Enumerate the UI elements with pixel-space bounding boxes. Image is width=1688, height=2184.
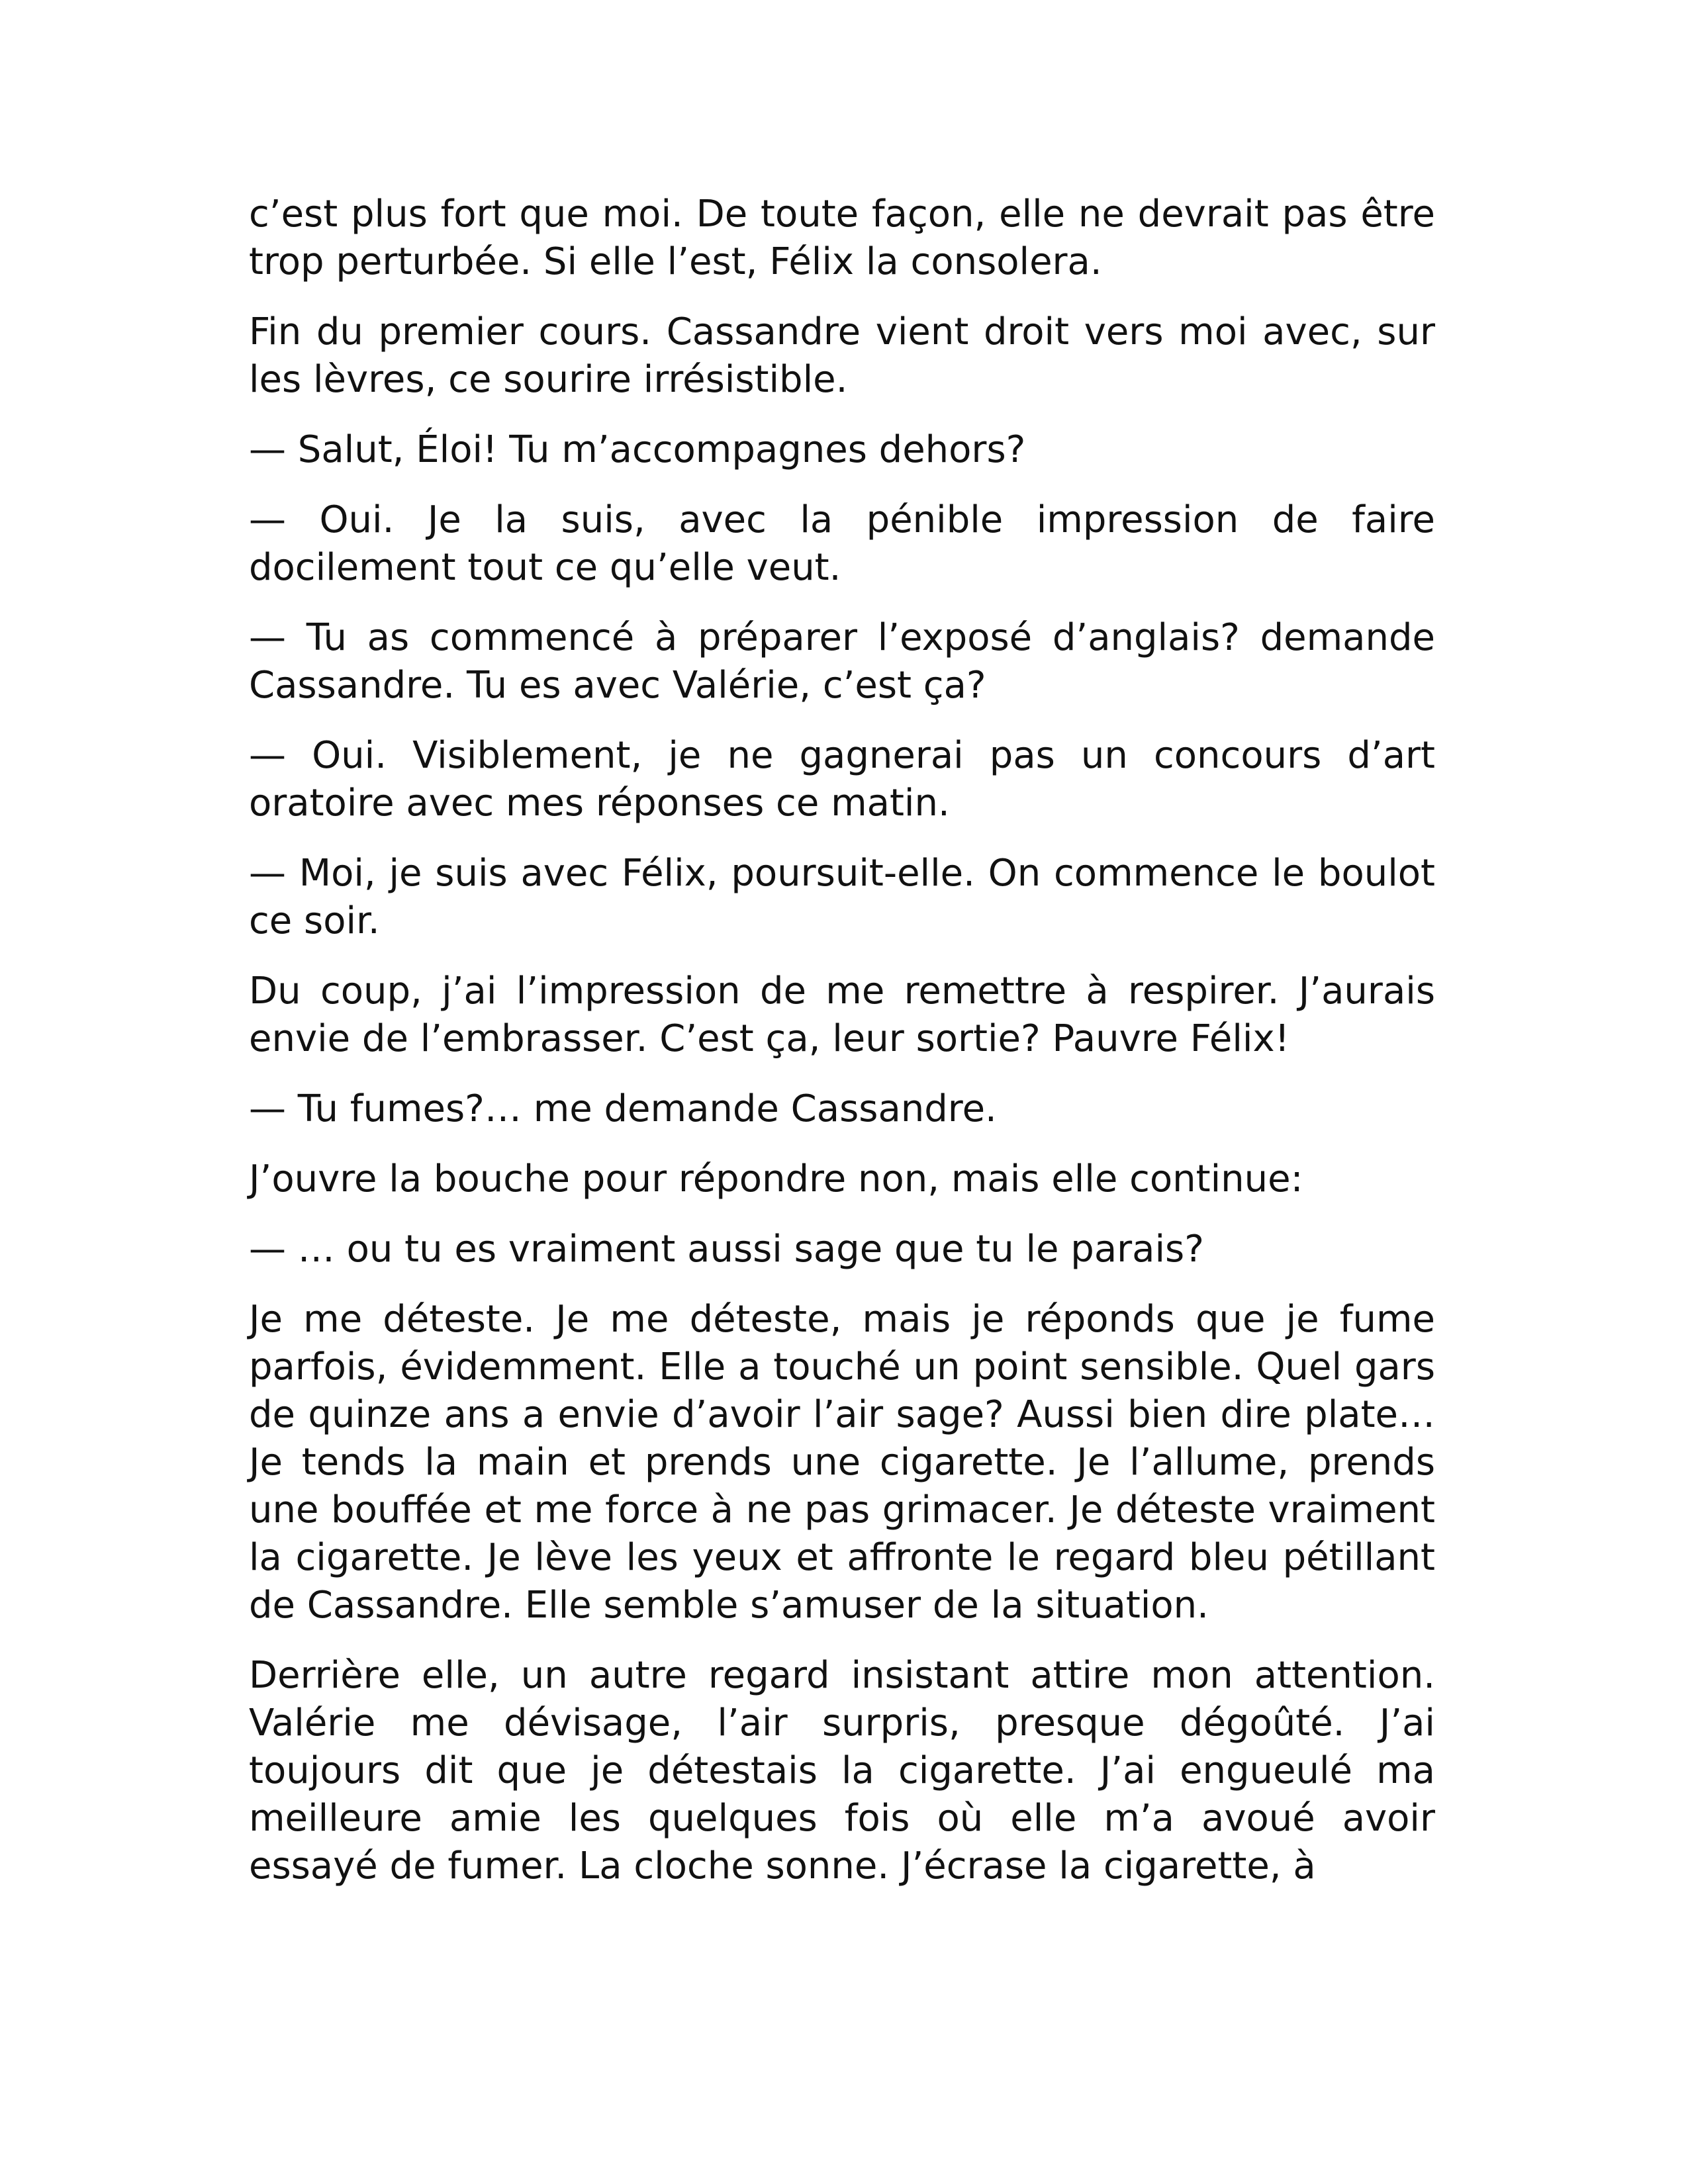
paragraph: c’est plus fort que moi. De toute façon, elle ne devrait pas être trop perturbée. Si elle l’est, Félix la consolera.	[249, 193, 1435, 283]
dialogue-line: — Salut, Éloi! Tu m’accompagnes dehors?	[249, 428, 1026, 471]
paragraph: Fin du premier cours. Cassandre vient droit vers moi avec, sur les lèvres, ce sourire irrésistible.	[249, 310, 1435, 401]
dialogue-line: — Oui. Je la suis, avec la pénible impression de faire docilement tout ce qu’elle veut.	[249, 498, 1435, 589]
dialogue-line: — … ou tu es vraiment aussi sage que tu le parais?	[249, 1228, 1204, 1271]
paragraph: Derrière elle, un autre regard insistant attire mon attention. Valérie me dévisage, l’air surpris, presque dégoûté. J’ai toujours dit que je détestais la cigarette. J’ai engueulé ma meilleure amie les quelques fois où elle m’a avoué avoir essayé de fumer. La cloche sonne. J’écrase la cigarette, à	[249, 1654, 1435, 1888]
dialogue-line: — Tu fumes?… me demande Cassandre.	[249, 1087, 997, 1130]
paragraph: Du coup, j’ai l’impression de me remettre à respirer. J’aurais envie de l’embrasser. C’est ça, leur sortie? Pauvre Félix!	[249, 970, 1435, 1060]
paragraph: Je me déteste. Je me déteste, mais je réponds que je fume parfois, évidemment. Elle a touché un point sensible. Quel gars de quinze ans a envie d’avoir l’air sage? Aussi bien dire plate… Je tends la main et prends une cigarette. Je l’allume, prends une bouffée et me force à ne pas grimacer. Je déteste vraiment la cigarette. Je lève les yeux et affronte le regard bleu pétillant de Cassandre. Elle semble s’amuser de la situation.	[249, 1298, 1435, 1627]
paragraph: J’ouvre la bouche pour répondre non, mais elle continue:	[249, 1158, 1303, 1201]
dialogue-line: — Moi, je suis avec Félix, poursuit-elle. On commence le boulot ce soir.	[249, 852, 1435, 942]
document-page	[249, 191, 1435, 1913]
dialogue-line: — Tu as commencé à préparer l’exposé d’anglais? demande Cassandre. Tu es avec Valérie, c’est ça?	[249, 616, 1435, 707]
dialogue-line: — Oui. Visiblement, je ne gagnerai pas un concours d’art oratoire avec mes réponses ce matin.	[249, 734, 1435, 825]
